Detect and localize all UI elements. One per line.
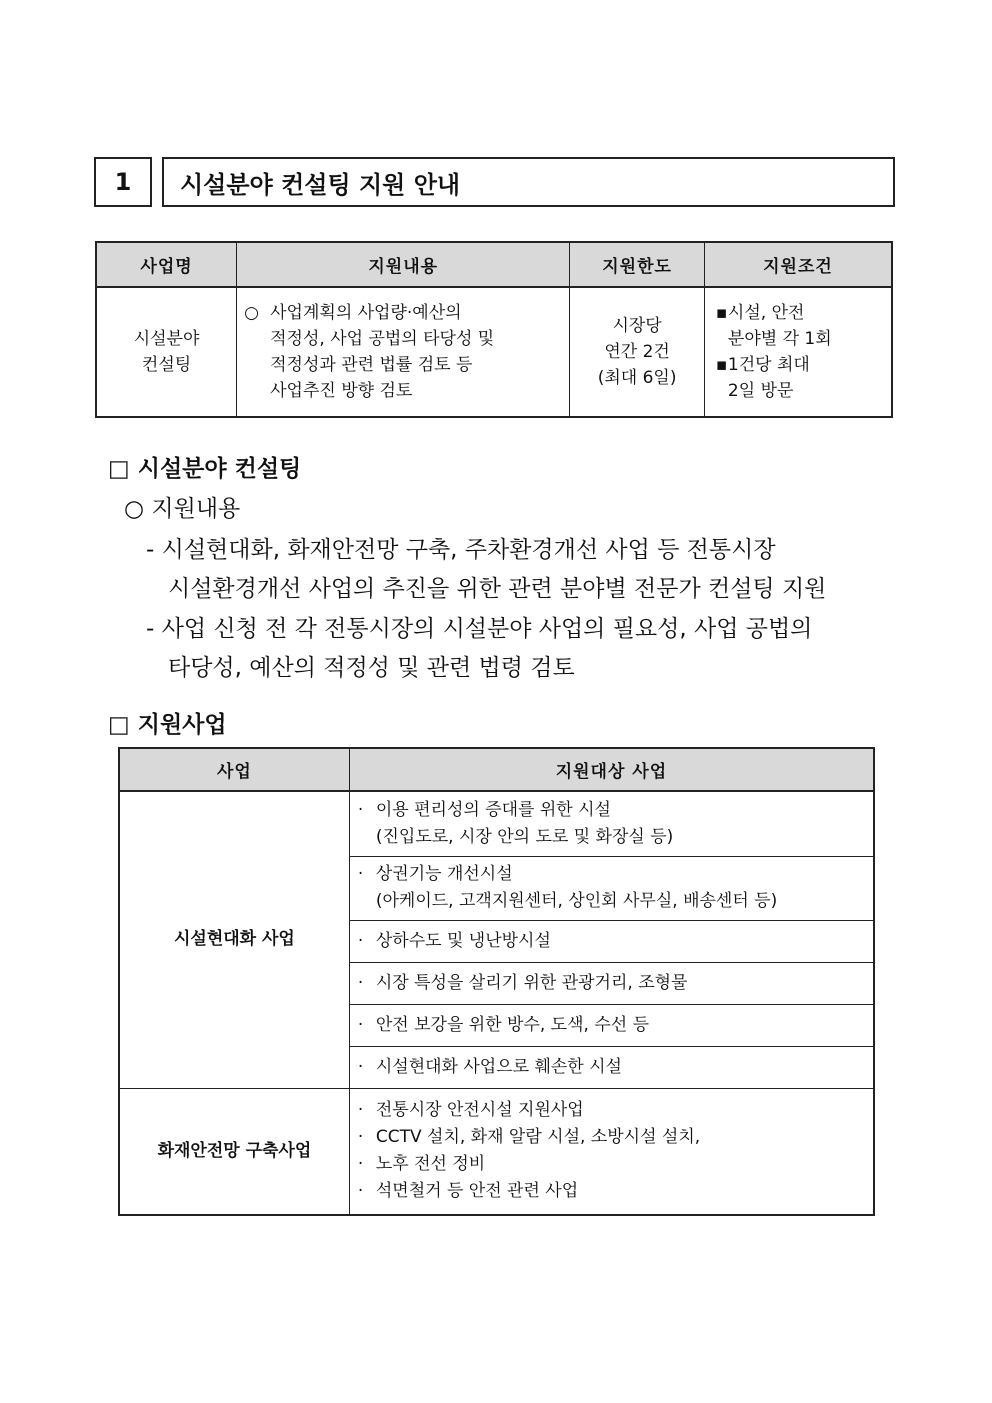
- item-text: 노후 전선 정비: [375, 1154, 486, 1175]
- dot-marker: ·: [357, 864, 364, 884]
- condition-line: 2일 방문: [727, 381, 794, 401]
- summary-limit-line: 시장당: [612, 316, 662, 336]
- list-item: [349, 1046, 874, 1088]
- item-text: 시설현대화 사업으로 훼손한 시설: [375, 1056, 622, 1077]
- list-item: [349, 962, 874, 1004]
- category-fire-safety: 화재안전망 구축사업: [119, 1088, 349, 1215]
- category-facility-modernization: 시설현대화 사업: [119, 791, 349, 1088]
- summary-limit-line: (최대 6일): [597, 368, 677, 388]
- dot-marker: ·: [357, 799, 364, 820]
- condition-line: 분야별 각 1회: [727, 329, 832, 349]
- summary-name-line: 시설분야: [133, 329, 200, 349]
- item-text: 석면철거 등 안전 관련 사업: [375, 1181, 579, 1202]
- dot-marker: ·: [357, 1100, 364, 1121]
- square-bullet-icon: ▪: [715, 355, 728, 375]
- consulting-bullet-line: - 시설현대화, 화재안전망 구축, 주차환경개선 사업 등 전통시장: [146, 537, 776, 563]
- condition-line: 시설, 안전: [727, 303, 805, 323]
- dot-marker: ·: [357, 930, 364, 951]
- header-target-business: 지원대상 사업: [349, 748, 874, 791]
- consulting-bullet-line: 시설환경개선 사업의 추진을 위한 관련 분야별 전문가 컨설팅 지원: [168, 576, 827, 602]
- summary-table: [95, 241, 893, 418]
- dot-marker: ·: [357, 1056, 364, 1077]
- summary-row: [96, 287, 892, 417]
- list-item: [349, 856, 874, 920]
- circle-marker: ○: [244, 303, 259, 323]
- dot-marker: ·: [357, 972, 364, 993]
- item-text: 상하수도 및 냉난방시설: [375, 930, 551, 951]
- summary-content-line: 사업추진 방향 검토: [270, 381, 413, 401]
- dot-marker: ·: [357, 1127, 364, 1148]
- summary-content-line: 적정성, 사업 공법의 타당성 및: [270, 329, 495, 349]
- list-item: [349, 791, 874, 856]
- item-text: 시장 특성을 살리기 위한 관광거리, 조형물: [375, 972, 688, 993]
- dot-marker: ·: [357, 1014, 364, 1035]
- dot-marker: ·: [357, 1181, 364, 1202]
- summary-header-row: [96, 242, 892, 287]
- table-row: [119, 1088, 874, 1215]
- item-text: 전통시장 안전시설 지원사업: [375, 1100, 584, 1121]
- summary-content-line: 적정성과 관련 법률 검토 등: [270, 355, 473, 375]
- item-text: 이용 편리성의 증대를 위한 시설: [375, 799, 611, 820]
- consulting-bullet-line: - 사업 신청 전 각 전통시장의 시설분야 사업의 필요성, 사업 공법의: [146, 616, 813, 642]
- condition-line: 1건당 최대: [727, 355, 810, 375]
- support-header-row: [119, 748, 874, 791]
- item-subtext: (아케이드, 고객지원센터, 상인회 사무실, 배송센터 등): [375, 891, 778, 911]
- summary-condition-cell: [704, 287, 892, 417]
- summary-content-line: 사업계획의 사업량·예산의: [270, 303, 462, 323]
- summary-name-cell: [96, 287, 237, 417]
- section-title: 시설분야 컨설팅 지원 안내: [162, 157, 895, 207]
- summary-name-line: 컨설팅: [141, 355, 192, 375]
- item-text: 안전 보강을 위한 방수, 도색, 수선 등: [375, 1014, 649, 1035]
- support-heading: □ 지원사업: [108, 712, 227, 738]
- consulting-bullet-line: 타당성, 예산의 적정성 및 관련 법령 검토: [168, 655, 575, 681]
- header-support-condition: 지원조건: [704, 242, 892, 287]
- consulting-heading: □ 시설분야 컨설팅: [108, 456, 302, 482]
- square-bullet-icon: ▪: [715, 303, 728, 323]
- section-number: 1: [94, 157, 152, 207]
- header-support-content: 지원내용: [237, 242, 570, 287]
- list-item: [349, 1004, 874, 1046]
- summary-content-cell: [237, 287, 570, 417]
- item-text: 상권기능 개선시설: [375, 864, 513, 884]
- header-business: 사업: [119, 748, 349, 791]
- item-subtext: (진입도로, 시장 안의 도로 및 화장실 등): [375, 826, 674, 847]
- header-business-name: 사업명: [96, 242, 237, 287]
- table-row: [119, 791, 874, 856]
- list-item: [349, 920, 874, 962]
- summary-limit-line: 연간 2건: [604, 342, 670, 362]
- header-support-limit: 지원한도: [570, 242, 705, 287]
- summary-limit-cell: [570, 287, 705, 417]
- support-table: [118, 747, 875, 1216]
- item-text: CCTV 설치, 화재 알람 시설, 소방시설 설치,: [375, 1127, 701, 1148]
- list-item: [349, 1088, 874, 1215]
- support-content-subheading: ○ 지원내용: [124, 496, 241, 522]
- dot-marker: ·: [357, 1154, 364, 1175]
